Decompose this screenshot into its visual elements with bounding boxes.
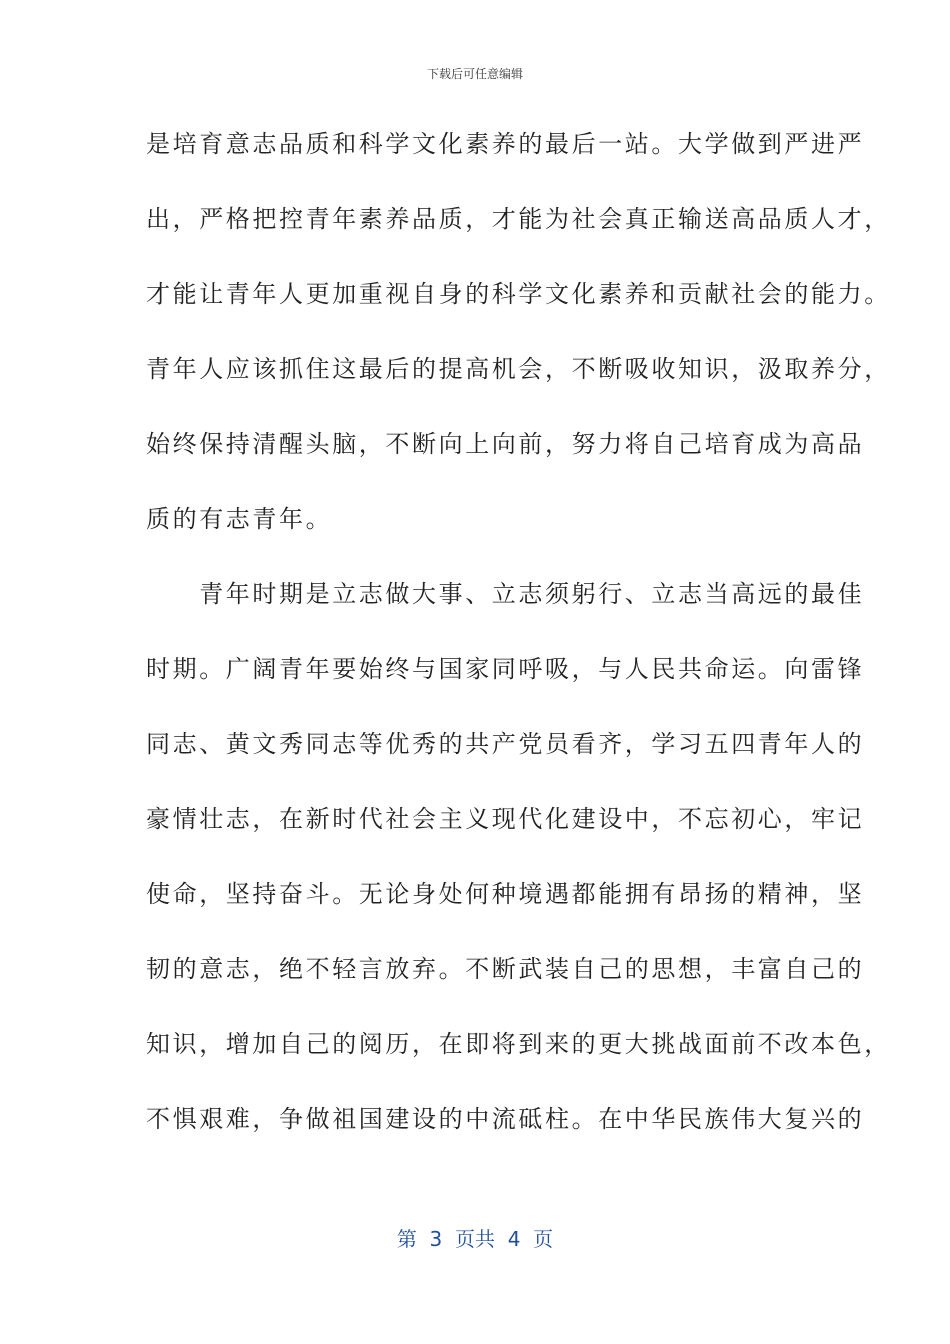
text-line: 不惧艰难，争做祖国建设的中流砥柱。在中华民族伟大复兴的 (146, 1105, 865, 1133)
text-line: 是培育意志品质和科学文化素养的最后一站。大学做到严进严 (146, 130, 865, 158)
text-line: 使命，坚持奋斗。无论身处何种境遇都能拥有昂扬的精神，坚 (146, 880, 865, 908)
text-line: 出，严格把控青年素养品质，才能为社会真正输送高品质人才， (146, 205, 891, 233)
page-header-note: 下载后可任意编辑 (426, 67, 523, 81)
page-number-footer: 第 3 页共 4 页 (396, 1227, 554, 1251)
text-line: 同志、黄文秀同志等优秀的共产党员看齐，学习五四青年人的 (146, 730, 865, 758)
text-line: 质的有志青年。 (146, 505, 333, 533)
text-line: 知识，增加自己的阅历，在即将到来的更大挑战面前不改本色， (146, 1030, 891, 1058)
text-line: 才能让青年人更加重视自身的科学文化素养和贡献社会的能力。 (146, 280, 891, 308)
text-line: 青年时期是立志做大事、立志须躬行、立志当高远的最佳 (146, 580, 865, 608)
text-line: 始终保持清醒头脑，不断向上向前，努力将自己培育成为高品 (146, 430, 865, 458)
text-line: 韧的意志，绝不轻言放弃。不断武装自己的思想，丰富自己的 (146, 955, 865, 983)
text-line: 青年人应该抓住这最后的提高机会，不断吸收知识，汲取养分， (146, 355, 891, 383)
text-line: 豪情壮志，在新时代社会主义现代化建设中，不忘初心，牢记 (146, 805, 865, 833)
text-line: 时期。广阔青年要始终与国家同呼吸，与人民共命运。向雷锋 (146, 655, 865, 683)
document-body (146, 126, 891, 1176)
